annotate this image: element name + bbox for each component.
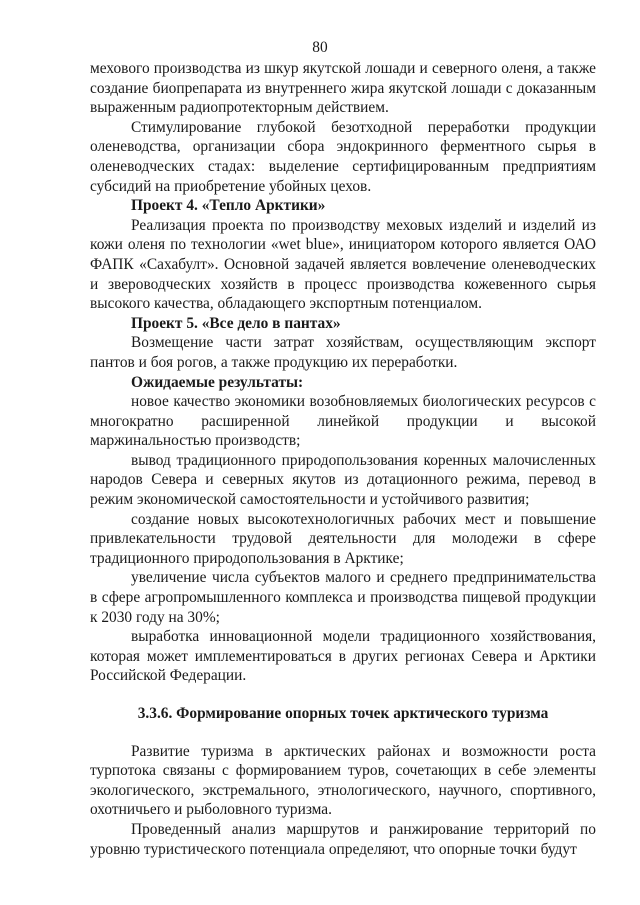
page-number: 80 <box>312 39 328 56</box>
paragraph-tourism-1: Развитие туризма в арктических районах и возможности роста турпотока связаны с формированием туров, сочетающих в себе элементы экологического, экстремального, этнологического, научного, спортивного, охотничьего и рыболовного туризма. <box>90 742 596 819</box>
result-item: увеличение числа субъектов малого и среднего предпринимательства в сфере агропромышленного комплекса и производства пищевой продукции к 2030 году на 30%; <box>90 569 596 626</box>
project-4-title: Проект 4. «Тепло Арктики» <box>131 197 326 215</box>
result-item: создание новых высокотехнологичных рабочих мест и повышение привлекательности трудовой деятельности для молодежи в сфере традиционного природопользования в Арктике; <box>90 510 596 567</box>
project-5-text: Возмещение части затрат хозяйствам, осуществляющим экспорт пантов и боя рогов, а также продукцию их переработки. <box>90 334 596 371</box>
result-item: вывод традиционного природопользования коренных малочисленных народов Севера и северных якутов из дотационного режима, перевод в режим экономической самостоятельности и устойчивого развития; <box>90 451 596 509</box>
document-body <box>90 59 596 859</box>
paragraph-stimulation: Стимулирование глубокой безотходной переработки продукции оленеводства, организации сбора эндокринного ферментного сырья в оленеводческих стадах: выделение сертифицированным предприятиям субсидий на приобретение убойных цехов. <box>90 118 596 195</box>
result-item: выработка инновационной модели традиционного хозяйствования, которая может имплементироваться в других регионах Севера и Арктики Российской Федерации. <box>90 628 596 685</box>
expected-results-title: Ожидаемые результаты: <box>131 373 304 391</box>
result-item: новое качество экономики возобновляемых биологических ресурсов с многократно расширенной линейкой продукции и высокой маржинальностью производств; <box>90 393 596 450</box>
section-heading: 3.3.6. Формирование опорных точек арктического туризма <box>137 705 549 722</box>
project-4-text: Реализация проекта по производству меховых изделий и изделий из кожи оленя по технологии «wet blue», инициатором которого является ОАО ФАПК «Сахабулт». Основной задачей является вовлечение оленеводческих и звероводческих хозяйств в процесс производства кожевенного сырья высокого качества, обладающего экспортным потенциалом. <box>90 216 596 313</box>
project-5-title: Проект 5. «Все дело в пантах» <box>131 314 341 332</box>
paragraph-tourism-2: Проведенный анализ маршрутов и ранжирование территорий по уровню туристического потенциала определяют, что опорные точки будут <box>90 820 596 858</box>
paragraph-intro: мехового производства из шкур якутской лошади и северного оленя, а также создание биопрепарата из внутреннего жира якутской лошади с доказанным выраженным радиопротекторным действием. <box>90 60 596 117</box>
